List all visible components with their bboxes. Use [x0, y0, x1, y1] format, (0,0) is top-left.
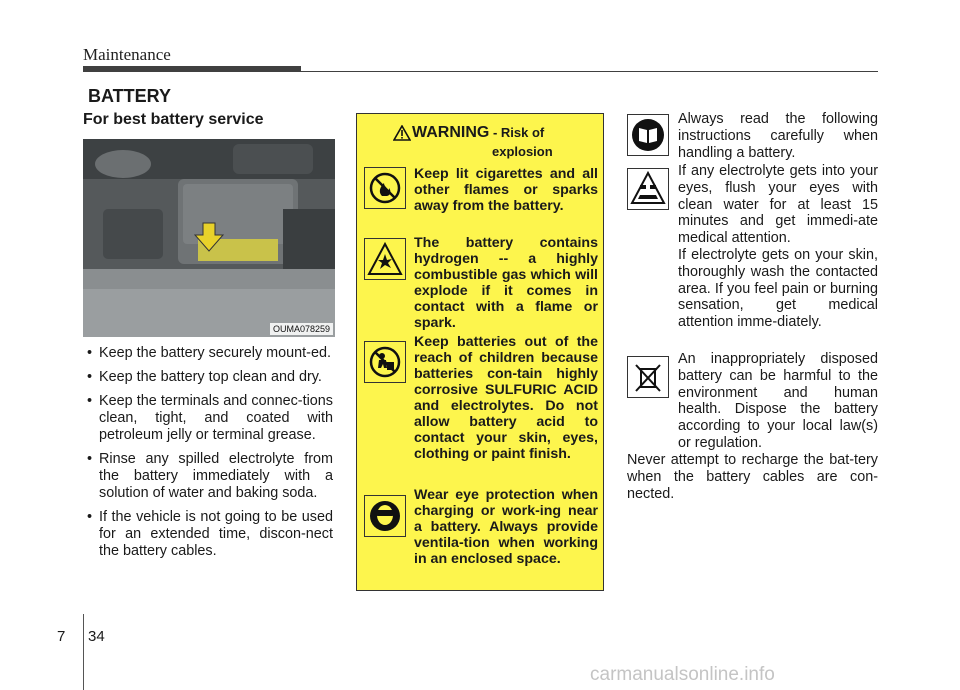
no-flame-icon [364, 167, 406, 209]
keep-children-away-icon [364, 341, 406, 383]
crossed-bin-icon [627, 356, 669, 398]
page-header-title: Maintenance [83, 45, 171, 64]
read-manual-icon [627, 114, 669, 156]
explosion-icon [364, 238, 406, 280]
recharge-note: Never attempt to recharge the bat-tery when the battery cables are con-nected. [627, 452, 878, 502]
section-title: BATTERY [88, 86, 171, 106]
list-item: • Rinse any spilled electrolyte from the battery immediately with a solution of water and baking soda. [83, 451, 333, 502]
eye-protection-icon [364, 495, 406, 537]
warning-text-flames: Keep lit cigarettes and all other flames or sparks away from the battery. [414, 166, 598, 214]
engine-bay-illustration [83, 139, 335, 337]
header-rule-thin [301, 71, 878, 72]
instruction-skin: If electrolyte gets on your skin, thoroughly wash the contacted area. If you feel pain or burning sensation, get medical attention imme-diately. [678, 247, 878, 331]
page-number: 34 [88, 628, 105, 645]
warning-text-children: Keep batteries out of the reach of children because batteries con-tain highly corrosive SULFURIC ACID and electrolytes. Do not allow battery acid to contact your skin, eyes, clothing or paint finish. [414, 334, 598, 462]
photo-code: OUMA078259 [270, 323, 333, 335]
list-item: • Keep the battery top clean and dry. [83, 369, 333, 386]
warning-triangle-icon [393, 125, 411, 141]
instruction-eyes: If any electrolyte gets into your eyes, flush your eyes with clean water for at least 15 minutes and get immedi-ate medical attention. [678, 163, 878, 247]
list-item: • Keep the terminals and connec-tions clean, tight, and coated with petroleum jelly or terminal grease. [83, 393, 333, 444]
subheading: For best battery service [83, 111, 264, 128]
header-rule-thick [83, 66, 301, 72]
page-number-divider [83, 614, 84, 690]
watermark: carmanualsonline.info [590, 664, 775, 685]
instruction-dispose: An inappropriately disposed battery can be harmful to the environment and human health. Dispose the battery according to your local law(s) or regulation. [678, 351, 878, 451]
battery-tips-list [83, 345, 333, 567]
warning-title: WARNING - Risk of [412, 124, 545, 141]
instruction-read: Always read the following instructions carefully when handling a battery. [678, 111, 878, 161]
list-item: • Keep the battery securely mount-ed. [83, 345, 333, 362]
battery-photo [83, 139, 335, 337]
corrosive-icon [627, 168, 669, 210]
warning-text-hydrogen: The battery contains hydrogen -- a highly combustible gas which will explode if it comes in contact with a flame or spark. [414, 235, 598, 331]
warning-subtitle: explosion [492, 144, 553, 159]
warning-text-eye-protection: Wear eye protection when charging or work-ing near a battery. Always provide ventila-tion when working in an enclosed space. [414, 487, 598, 567]
list-item: • If the vehicle is not going to be used for an extended time, discon-nect the battery cables. [83, 509, 333, 560]
chapter-number: 7 [57, 628, 66, 645]
